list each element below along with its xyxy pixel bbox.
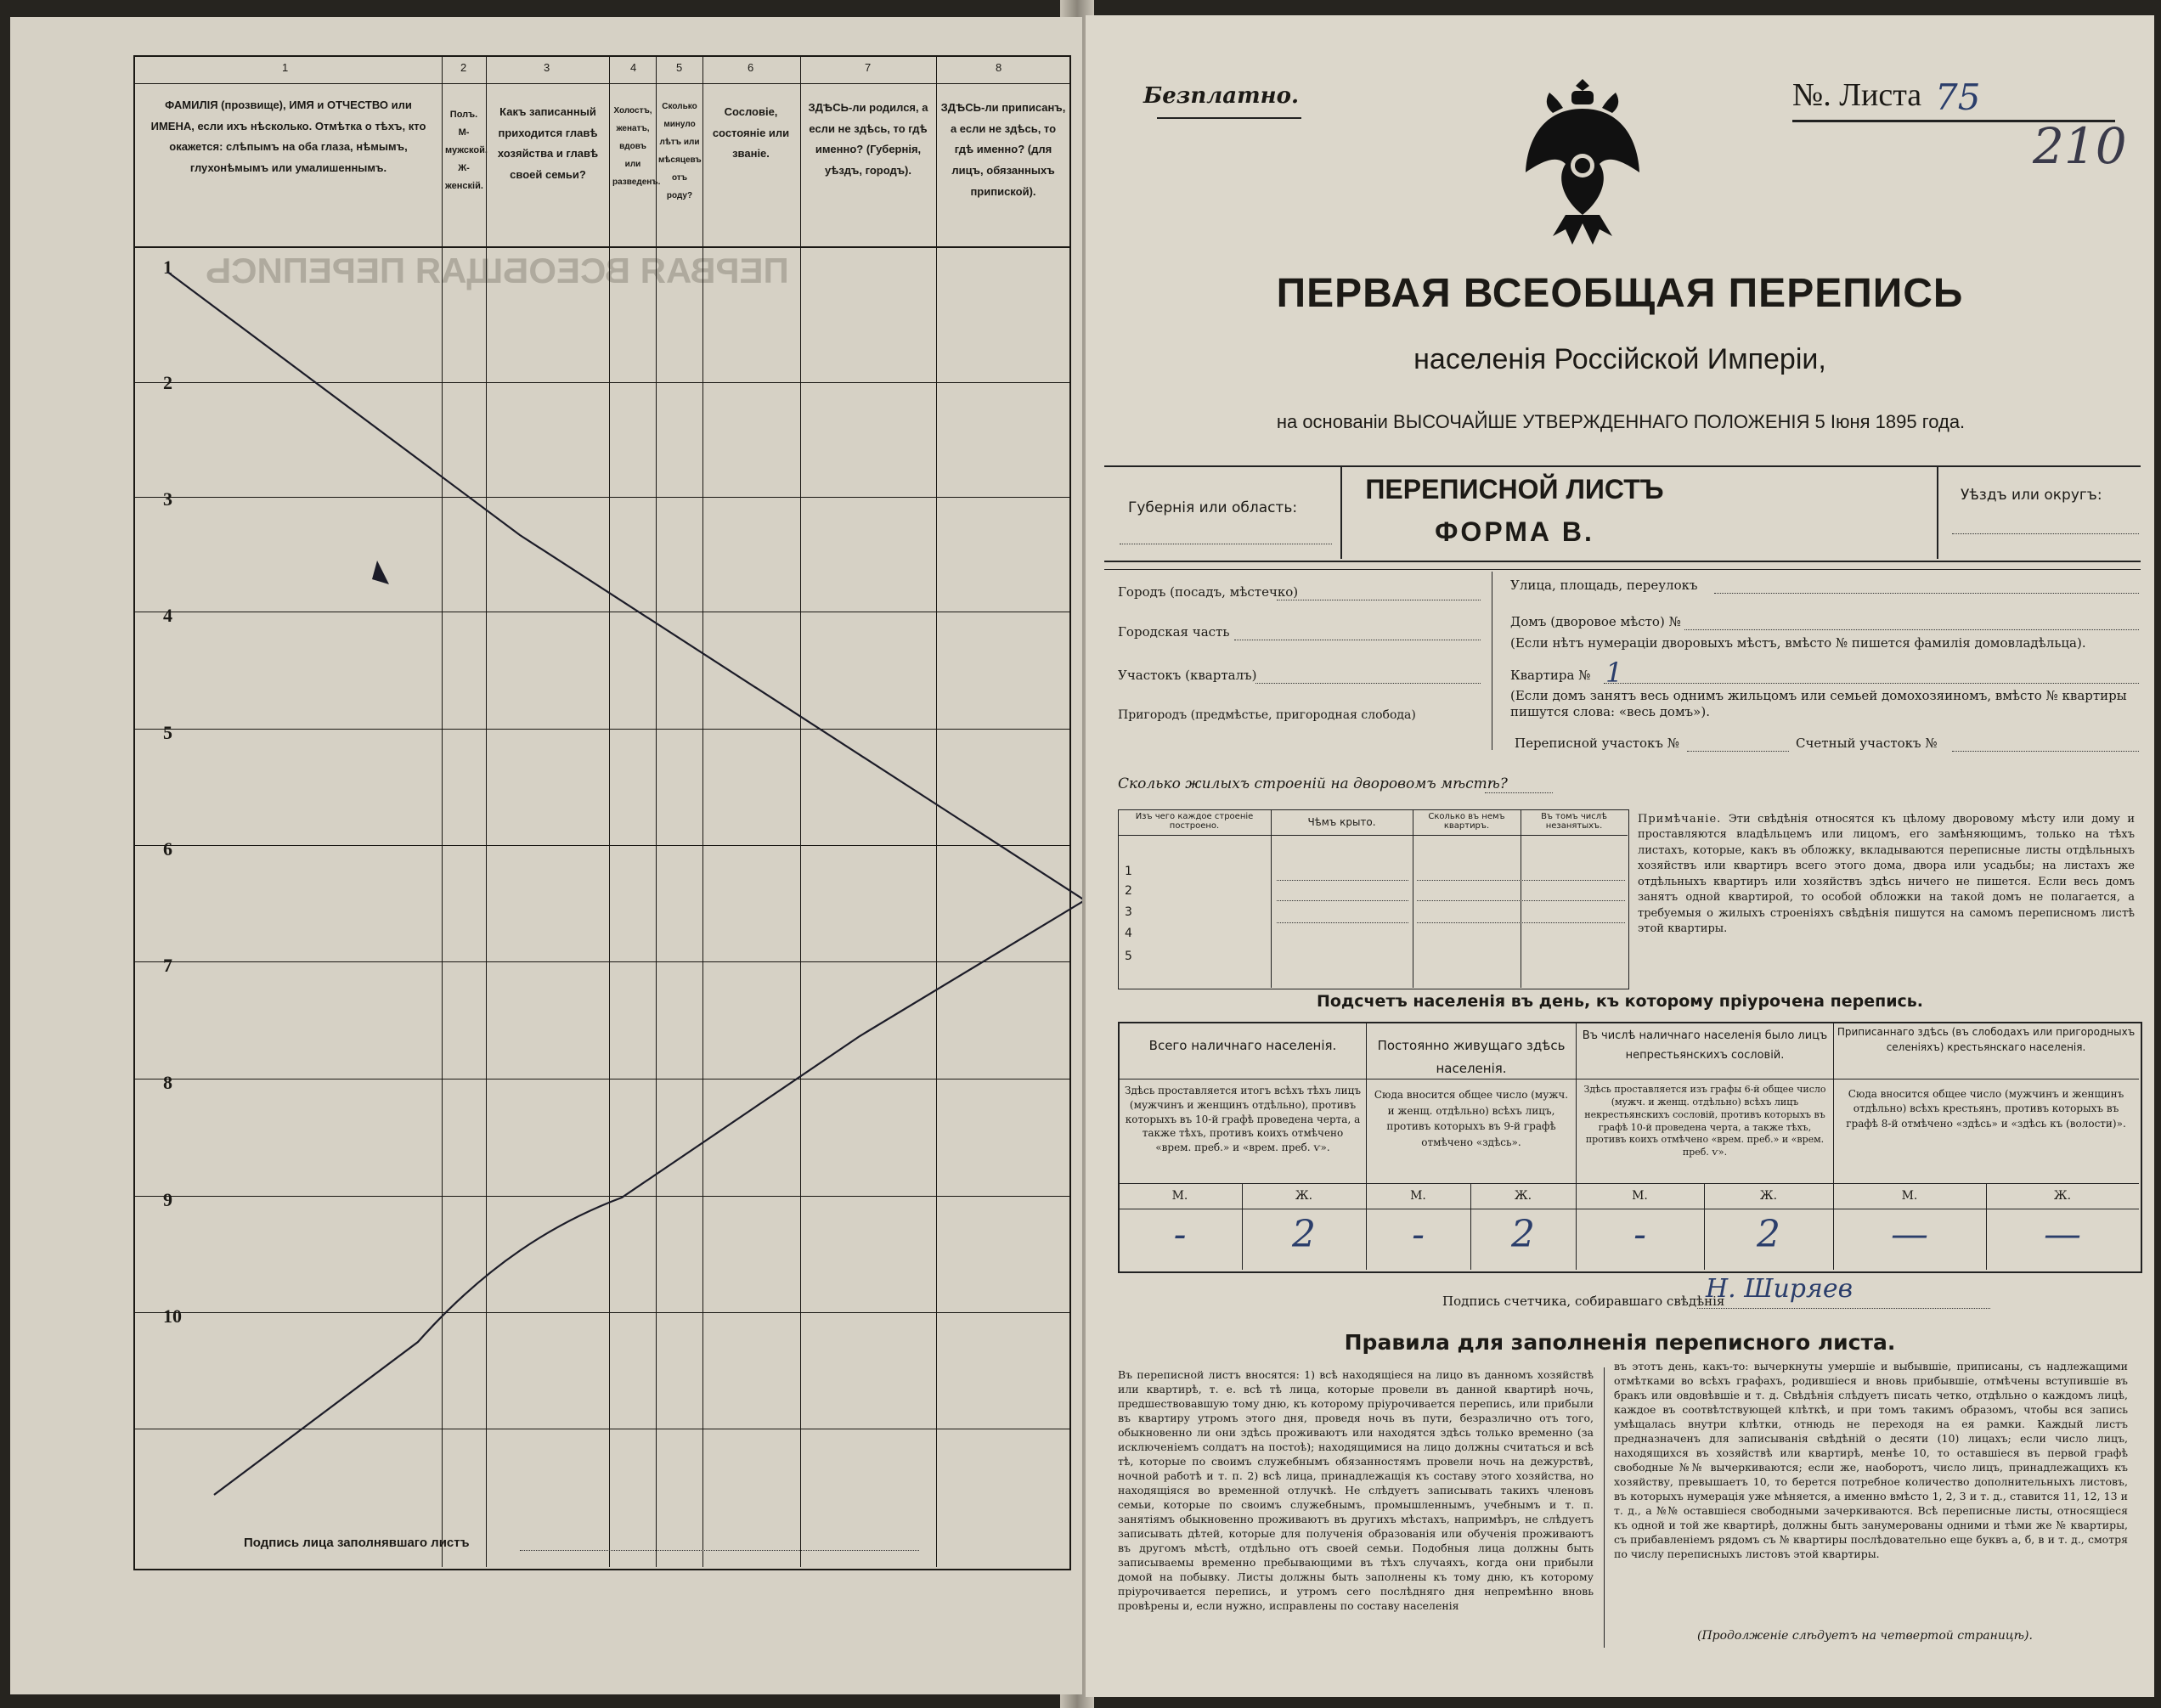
buildings-row-number: 2 <box>1125 884 1132 898</box>
enumerator-label: Подпись счетчика, собиравшаго свѣдѣнія <box>1442 1294 1725 1309</box>
row-number: 4 <box>163 605 172 626</box>
census-section-input-line[interactable] <box>1687 751 1789 752</box>
house-label: Домъ (дворовое мѣсто) № <box>1510 614 1681 629</box>
column-number: 5 <box>676 61 683 74</box>
count-permanent-female: 2 <box>1511 1213 1535 1256</box>
population-header-permanent: Постоянно живущаго здѣсь населенія. <box>1377 1038 1566 1076</box>
house-note: (Если нѣтъ нумераціи дворовыхъ мѣстъ, вмѣсто № пишется фамилія домовладѣльца). <box>1510 635 2086 651</box>
free-label: Безплатно. <box>1143 83 1299 109</box>
enumerator-signature-line[interactable] <box>1697 1308 1990 1309</box>
count-present-male: - <box>1173 1213 1187 1256</box>
header-birthplace-column: ЗДѢСЬ-ли родился, а если не здѣсь, то гдѣ именно? (Губернія, уѣздъ, городъ). <box>808 101 928 178</box>
rules-divider <box>1604 1367 1605 1648</box>
province-label: Губернія или область: <box>1128 499 1298 516</box>
enumerator-signature: Н. Ширяев <box>1706 1274 1853 1304</box>
rules-continued: (Продолженіе слѣдуетъ на четвертой страницѣ). <box>1697 1629 2033 1643</box>
count-non-peasant-female: 2 <box>1757 1213 1780 1256</box>
count-peasant-female: — <box>2044 1213 2081 1256</box>
sex-label: Ж. <box>1759 1189 1778 1203</box>
buildings-row-number: 1 <box>1125 865 1132 878</box>
row-number: 10 <box>163 1305 182 1327</box>
column-number: 4 <box>630 61 637 74</box>
population-title: Подсчетъ населенія въ день, къ которому пріурочена перепись. <box>1316 992 1924 1011</box>
city-part-label: Городская часть <box>1118 624 1230 640</box>
sheet-number-label: №. Листа <box>1792 77 1922 113</box>
left-page <box>10 17 1082 1694</box>
buildings-header-roof: Чѣмъ крыто. <box>1307 816 1376 828</box>
buildings-cell-line[interactable] <box>1417 880 1625 881</box>
sex-label: М. <box>1901 1189 1918 1203</box>
buildings-table <box>1118 809 1629 989</box>
counting-section-label: Счетный участокъ № <box>1796 736 1938 751</box>
population-header-present: Всего наличнаго населенія. <box>1148 1038 1337 1053</box>
population-desc-non-peasant: Здѣсь проставляется изъ графы 6-й общее число (мужч. и женщ. отдѣльно) всѣхъ лицъ некрестьянскихъ сословій, противъ которыхъ въ графѣ 10-й проведена черта, а также тѣхъ, противъ коихъ отмѣчено «врем. преб.» и «врем. преб. ѵ». <box>1583 1084 1826 1158</box>
header-estate-column: Сословіе, состояніе или званіе. <box>712 105 790 161</box>
street-label: Улица, площадь, переулокъ <box>1510 578 1698 593</box>
population-desc-present: Здѣсь проставляется итогъ всѣхъ тѣхъ лицъ (мужчинъ и женщинъ отдѣльно), противъ которыхъ въ 10-й графѣ проведена черта, а также тѣхъ, противъ коихъ отмѣчено «врем. преб.» и «врем. преб. ѵ». <box>1125 1085 1361 1154</box>
pencil-archive-number: 210 <box>2033 117 2127 175</box>
apartment-input-line[interactable] <box>1604 683 2139 684</box>
header-age-column: Сколько минуло лѣтъ или мѣсяцевъ отъ роду? <box>658 102 702 200</box>
census-section-label: Переписной участокъ № <box>1515 736 1679 751</box>
buildings-cell-line[interactable] <box>1417 922 1625 923</box>
population-desc-permanent: Сюда вносится общее число (мужч. и женщ. отдѣльно) всѣхъ лицъ, противъ которыхъ въ 9-й графѣ отмѣчено «здѣсь». <box>1374 1089 1569 1148</box>
row-number: 9 <box>163 1189 172 1210</box>
column-number: 2 <box>460 61 467 74</box>
apartment-label: Квартира № <box>1510 668 1591 683</box>
cancellation-strokes <box>10 17 1082 1694</box>
form-title-spacer <box>1680 465 1935 559</box>
buildings-cell-line[interactable] <box>1277 900 1408 901</box>
header-name-column: ФАМИЛІЯ (прозвище), ИМЯ и ОТЧЕСТВО или ИМЕНА, если ихъ нѣсколько. Отмѣтка о тѣхъ, кто окажется: слѣпымъ на оба глаза, нѣмымъ, глухонѣмымъ или умалишеннымъ. <box>150 99 426 175</box>
sex-label: М. <box>1410 1189 1426 1203</box>
city-label: Городъ (посадъ, мѣстечко) <box>1118 584 1299 600</box>
census-basis: на основаніи ВЫСОЧАЙШЕ УТВЕРЖДЕННАГО ПОЛОЖЕНІЯ 5 Іюня 1895 года. <box>1276 411 1966 432</box>
precinct-input-line[interactable] <box>1255 683 1481 684</box>
house-input-line[interactable] <box>1684 629 2139 630</box>
rule <box>1157 117 1301 119</box>
buildings-row-number: 3 <box>1125 905 1132 919</box>
counting-section-input-line[interactable] <box>1952 751 2139 752</box>
population-desc-peasant: Сюда вносится общее число (мужчинъ и женщинъ отдѣльно) всѣхъ крестьянъ, противъ которыхъ въ графѣ 8-й отмѣчено «здѣсь» и «здѣсь къ (волости)». <box>1846 1088 2126 1130</box>
sex-label: М. <box>1632 1189 1648 1203</box>
buildings-header-apartments: Сколько въ немъ квартиръ. <box>1428 812 1505 831</box>
buildings-input-line[interactable] <box>1485 792 1553 793</box>
buildings-header-material: Изъ чего каждое строеніе построено. <box>1135 812 1254 831</box>
buildings-cell-line[interactable] <box>1277 922 1408 923</box>
sex-label: М. <box>1171 1189 1188 1203</box>
note-text: Эти свѣдѣнія относятся къ цѣлому дворовому мѣсту или дому и проставляются владѣльцемъ или лицомъ, его замѣняющимъ, только на тѣхъ листахъ, которые, какъ въ обложку, вкладываются переписные листы отдѣльныхъ хозяйствъ или квартиръ всего этого дома, двора или усадьбы; на листахъ же отдѣльныхъ квартиръ или хозяйствъ здѣсь ничего не пишется. Если весь домъ занятъ одной квартирой, то особой обложки на такой домъ не полагается, а требуемыя о жилыхъ строеніяхъ свѣдѣнія пишутся на самомъ переписномъ листѣ этой квартиры. <box>1638 813 2135 936</box>
street-input-line[interactable] <box>1714 593 2139 594</box>
buildings-row-number: 4 <box>1125 927 1132 940</box>
form-title: ПЕРЕПИСНОЙ ЛИСТЪ <box>1365 474 1664 505</box>
sex-label: Ж. <box>1295 1189 1313 1203</box>
show-through-title: ПЕРВАЯ ВСЕОБЩАЯ ПЕРЕПИСЬ <box>206 251 789 290</box>
imperial-eagle-emblem <box>1519 70 1646 253</box>
sheet-number-value: 75 <box>1935 76 1981 118</box>
column-number: 7 <box>865 61 872 74</box>
buildings-note <box>1638 812 2135 938</box>
row-number: 8 <box>163 1072 172 1093</box>
count-present-female: 2 <box>1292 1213 1316 1256</box>
rule <box>1104 569 2141 570</box>
row-number: 7 <box>163 955 172 976</box>
precinct-label: Участокъ (кварталъ) <box>1118 668 1257 683</box>
sex-label: Ж. <box>1514 1189 1532 1203</box>
signature-label: Подпись лица заполнявшаго листъ <box>244 1536 470 1550</box>
apartment-value: 1 <box>1605 657 1623 689</box>
right-page <box>1086 15 2154 1697</box>
header-registration-column: ЗДѢСЬ-ли приписанъ, а если не здѣсь, то гдѣ именно? (для лицъ, обязанныхъ припиской). <box>940 101 1066 198</box>
sex-label: Ж. <box>2053 1189 2072 1203</box>
count-peasant-male: — <box>1891 1213 1928 1256</box>
form-letter: ФОРМА В. <box>1435 516 1594 547</box>
note-title: Примѣчаніе. <box>1638 813 1722 826</box>
column-number: 8 <box>996 61 1002 74</box>
count-non-peasant-male: - <box>1633 1213 1646 1256</box>
column-number: 1 <box>282 61 289 74</box>
row-number: 2 <box>163 372 172 393</box>
rules-text-left: Въ переписной листъ вносятся: 1) всѣ находящіеся на лицо въ данномъ хозяйствѣ или квартирѣ, т. е. всѣ тѣ лица, которые провели въ данной квартирѣ ночь, предшествовавшую тому дню, къ которому пріурочивается перепись, или прибыли въ квартиру утромъ этого дня, проведя ночь въ пути, безразлично отъ того, обыкновенно ли они здѣсь проживаютъ или находятся здѣсь только временно (за исключеніемъ солдатъ на постоѣ); находящимися на лицо должны считаться и всѣ тѣ, которые по своимъ служебнымъ обязанностямъ провели ночь на дежурствѣ, ночной работѣ и т. п. 2) всѣ лица, принадлежащія къ составу этого хозяйства, но находящіяся во временной отлучкѣ. Не слѣдуетъ записывать такихъ членовъ семьи, которые по своимъ служебнымъ, промышленнымъ, учебнымъ и т. п. занятіямъ обыкновенно проживаютъ въ другихъ мѣстахъ, напримѣръ, не слѣдуетъ записывать дѣтей, которые для полученія образованія или обученія проживаютъ въ другомъ мѣстѣ, отдѣльно отъ своей семьи. Подобныя лица должны быть записываемы временно пребывающими въ тѣхъ случаяхъ, когда они прибыли домой на побывку. Листы должны быть заполнены къ тому дню, къ которому пріурочивается перепись, и утромъ сего послѣдняго дня непремѣнно вновь провѣрены и, если нужно, исправлены по составу населенія <box>1118 1368 1594 1612</box>
row-number: 5 <box>163 722 172 743</box>
population-header-peasant: Приписаннаго здѣсь (въ слободахъ или пригородныхъ селеніяхъ) крестьянскаго населенія. <box>1837 1026 2136 1053</box>
buildings-row-number: 5 <box>1125 950 1132 963</box>
buildings-cell-line[interactable] <box>1277 880 1408 881</box>
col-divider <box>1271 809 1272 988</box>
row-number: 6 <box>163 838 172 860</box>
suburb-label: Пригородъ (предмѣстье, пригородная слобода) <box>1118 708 1416 722</box>
district-label: Уѣздъ или округъ: <box>1961 487 2102 504</box>
count-permanent-male: - <box>1412 1213 1425 1256</box>
column-number: 6 <box>748 61 754 74</box>
rules-title: Правила для заполненія переписного листа. <box>1344 1330 1896 1355</box>
header-sex-column: Полъ. М-мужской. Ж-женскій. <box>445 110 488 191</box>
row-number: 1 <box>163 256 172 278</box>
signature-line[interactable] <box>520 1550 919 1551</box>
census-subtitle: населенія Россійской Имперіи, <box>1413 343 1826 375</box>
census-title: ПЕРВАЯ ВСЕОБЩАЯ ПЕРЕПИСЬ <box>1276 271 1964 316</box>
buildings-cell-line[interactable] <box>1417 900 1625 901</box>
header-relation-column: Какъ записанный приходится главѣ хозяйства и главѣ своей семьи? <box>497 105 599 182</box>
buildings-question: Сколько жилыхъ строеній на дворовомъ мѣстѣ? <box>1118 775 1508 792</box>
district-input-line[interactable] <box>1952 533 2139 534</box>
header-marital-column: Холостъ, женатъ, вдовъ или разведенъ. <box>612 106 661 187</box>
buildings-header-vacant: Въ томъ числѣ незанятыхъ. <box>1541 812 1607 831</box>
buildings-header-rule <box>1118 835 1628 836</box>
apartment-note: (Если домъ занятъ весь однимъ жильцомъ или семьей домохозяиномъ, вмѣсто № квартиры пишутся слова: «весь домъ»). <box>1510 688 2127 719</box>
population-header-non-peasant: Въ числѣ наличнаго населенія было лицъ непрестьянскихъ сословій. <box>1582 1029 1828 1063</box>
column-number: 3 <box>544 61 550 74</box>
rules-text-right: въ этотъ день, какъ-то: вычеркнуты умершіе и выбывшіе, приписаны, съ надлежащими отмѣтками во всѣхъ графахъ, родившіеся и вновь прибывшіе, отмѣчены вступившіе въ бракъ или овдовѣвшіе и т. д. Свѣдѣнія слѣдуетъ писать четко, отдѣльно о каждомъ лицѣ, каждое въ соотвѣтствующей клѣткѣ, и при томъ такимъ образомъ, чтобы вся запись умѣщалась внутри клѣтки, отнюдь не переходя на ея рамки. Каждый листъ предназначенъ для записыванія свѣдѣній о десяти (10) лицахъ; если число лицъ, находящихся въ хозяйствѣ или квартирѣ, менѣе 10, то оставшіеся въ первой графѣ свободные №№ вычеркиваются; если же, наоборотъ, число лицъ, принадлежащихъ къ хозяйству, превышаетъ 10, то берется потребное количество дополнительныхъ листовъ, въ которыхъ нумерація уже мѣняется, а именно вмѣсто 1, 2, 3 и т. д., ставится 11, 12, 13 и т. д., а №№ оставшіеся свободными зачеркиваются. Всѣ переписные листы, относящіеся къ одной и той же квартирѣ, должны быть занумерованы одними и тѣми же № квартиры, съ прибавленіемъ рядомъ съ № квартиры послѣдовательно еще буквъ а, б, в и т. д., смотря по числу переписныхъ листовъ этой квартиры. <box>1614 1360 2128 1560</box>
row-number: 3 <box>163 488 172 510</box>
